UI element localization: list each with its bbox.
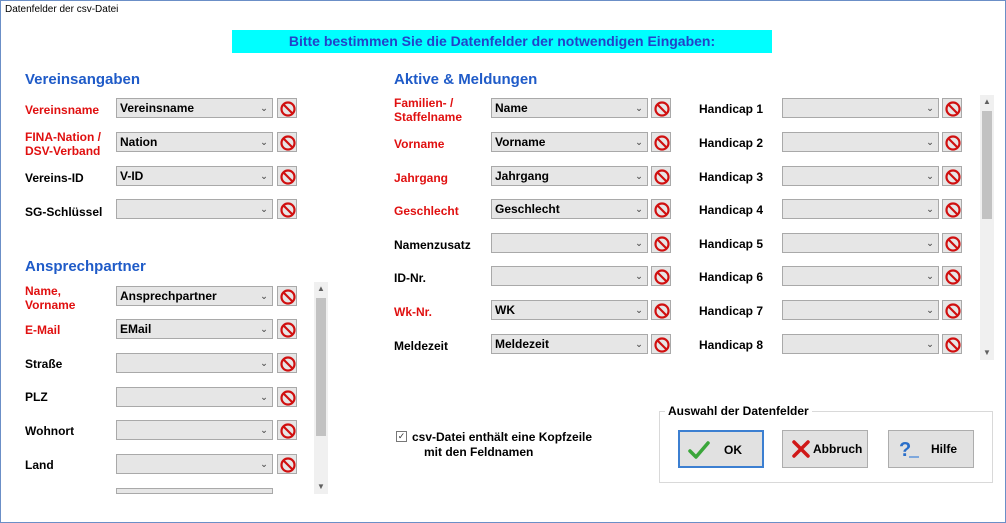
prohibit-icon <box>654 202 670 218</box>
combo-partial[interactable] <box>116 488 273 494</box>
combo-vereins-id[interactable] <box>116 166 273 186</box>
chevron-down-icon: ⌄ <box>260 103 268 113</box>
combo-value: Meldezeit <box>495 337 550 351</box>
label-land: Land <box>25 458 54 472</box>
prohibit-icon <box>280 390 296 406</box>
combo-handicap-1[interactable] <box>782 98 939 118</box>
combo-sg-schluessel[interactable] <box>116 199 273 219</box>
prohibit-icon <box>654 337 670 353</box>
kopfzeile-label-line1: csv-Datei enthält eine Kopfzeile <box>412 430 593 444</box>
auswahl-groupbox-title: Auswahl der Datenfelder <box>665 404 812 418</box>
abbruch-button[interactable] <box>782 430 868 468</box>
chevron-down-icon: ⌄ <box>635 137 643 147</box>
label-meldezeit: Meldezeit <box>394 339 449 353</box>
section-title-vereinsangaben: Vereinsangaben <box>25 71 141 88</box>
combo-wk-nr[interactable] <box>491 300 648 320</box>
prohibit-icon <box>280 289 296 305</box>
prohibit-icon <box>280 457 296 473</box>
label-strasse: Straße <box>25 357 63 371</box>
chevron-down-icon: ⌄ <box>260 137 268 147</box>
label-wk-nr: Wk-Nr. <box>394 305 433 319</box>
clear-id-nr-button[interactable] <box>651 266 671 286</box>
chevron-down-icon: ⌄ <box>635 339 643 349</box>
combo-ansprechpartner[interactable] <box>116 286 273 306</box>
scroll-down-icon[interactable]: ▼ <box>983 348 991 357</box>
chevron-down-icon: ⌄ <box>635 271 643 281</box>
clear-handicap-1-button[interactable] <box>942 98 962 118</box>
combo-nation[interactable] <box>116 132 273 152</box>
combo-handicap-2[interactable] <box>782 132 939 152</box>
chevron-down-icon: ⌄ <box>635 305 643 315</box>
chevron-down-icon: ⌄ <box>926 271 934 281</box>
label-geschlecht: Geschlecht <box>394 204 459 218</box>
combo-meldezeit[interactable] <box>491 334 648 354</box>
clear-handicap-3-button[interactable] <box>942 166 962 186</box>
clear-vorname-button[interactable] <box>651 132 671 152</box>
prohibit-icon <box>280 169 296 185</box>
combo-geschlecht[interactable] <box>491 199 648 219</box>
chevron-down-icon: ⌄ <box>926 171 934 181</box>
chevron-down-icon: ⌄ <box>926 204 934 214</box>
prohibit-icon <box>654 101 670 117</box>
combo-handicap-6[interactable] <box>782 266 939 286</box>
chevron-down-icon: ⌄ <box>635 103 643 113</box>
clear-handicap-5-button[interactable] <box>942 233 962 253</box>
combo-strasse[interactable] <box>116 353 273 373</box>
label-handicap-1: Handicap 1 <box>699 102 764 116</box>
combo-handicap-3[interactable] <box>782 166 939 186</box>
chevron-down-icon: ⌄ <box>635 171 643 181</box>
label-plz: PLZ <box>25 390 48 404</box>
clear-meldezeit-button[interactable] <box>651 334 671 354</box>
cross-icon <box>791 439 811 459</box>
combo-email[interactable] <box>116 319 273 339</box>
combo-value: Vorname <box>495 135 546 149</box>
clear-sg-schluessel-button[interactable] <box>277 199 297 219</box>
label-handicap-3: Handicap 3 <box>699 170 764 184</box>
prohibit-icon <box>945 236 961 252</box>
label-email: E-Mail <box>25 323 61 337</box>
combo-vereinsname[interactable] <box>116 98 273 118</box>
chevron-down-icon: ⌄ <box>260 425 268 435</box>
label-id-nr: ID-Nr. <box>394 271 427 285</box>
label-vorname: Vorname <box>394 137 445 151</box>
prohibit-icon <box>654 303 670 319</box>
chevron-down-icon: ⌄ <box>260 324 268 334</box>
clear-wk-nr-button[interactable] <box>651 300 671 320</box>
chevron-down-icon: ⌄ <box>926 305 934 315</box>
prohibit-icon <box>280 322 296 338</box>
combo-value: EMail <box>120 322 152 336</box>
prohibit-icon <box>945 269 961 285</box>
clear-strasse-button[interactable] <box>277 353 297 373</box>
chevron-down-icon: ⌄ <box>260 171 268 181</box>
label-jahrgang: Jahrgang <box>394 171 449 185</box>
instruction-banner: Bitte bestimmen Sie die Datenfelder der notwendigen Eingaben: <box>232 30 772 53</box>
combo-handicap-7[interactable] <box>782 300 939 320</box>
svg-text:?: ? <box>899 439 912 461</box>
combo-handicap-5[interactable] <box>782 233 939 253</box>
clear-jahrgang-button[interactable] <box>651 166 671 186</box>
clear-handicap-2-button[interactable] <box>942 132 962 152</box>
prohibit-icon <box>280 423 296 439</box>
label-handicap-5: Handicap 5 <box>699 237 764 251</box>
kopfzeile-label <box>412 430 592 460</box>
label-vereins-id: Vereins-ID <box>25 171 84 185</box>
prohibit-icon <box>945 169 961 185</box>
combo-namenzusatz[interactable] <box>491 233 648 253</box>
prohibit-icon <box>654 169 670 185</box>
combo-wohnort[interactable] <box>116 420 273 440</box>
label-handicap-2: Handicap 2 <box>699 136 764 150</box>
checkmark-icon <box>688 440 710 460</box>
label-handicap-8: Handicap 8 <box>699 338 764 352</box>
combo-value: Nation <box>120 135 158 149</box>
chevron-down-icon: ⌄ <box>635 238 643 248</box>
prohibit-icon <box>280 356 296 372</box>
prohibit-icon <box>654 236 670 252</box>
clear-wohnort-button[interactable] <box>277 420 297 440</box>
label-sg-schluessel: SG-Schlüssel <box>25 205 103 219</box>
label-name-line2: Vorname <box>25 298 76 312</box>
combo-value: Jahrgang <box>495 169 550 183</box>
combo-handicap-8[interactable] <box>782 334 939 354</box>
chevron-down-icon: ⌄ <box>926 238 934 248</box>
combo-jahrgang[interactable] <box>491 166 648 186</box>
combo-plz[interactable] <box>116 387 273 407</box>
help-question-icon <box>897 439 921 461</box>
combo-value: Ansprechpartner <box>120 289 217 303</box>
combo-value: Name <box>495 101 528 115</box>
combo-id-nr[interactable] <box>491 266 648 286</box>
prohibit-icon <box>280 202 296 218</box>
prohibit-icon <box>945 101 961 117</box>
hilfe-button-label: Hilfe <box>931 442 958 456</box>
window-title: Datenfelder der csv-Datei <box>5 4 119 15</box>
clear-plz-button[interactable] <box>277 387 297 407</box>
clear-handicap-7-button[interactable] <box>942 300 962 320</box>
label-nation-line1: FINA-Nation / <box>25 130 101 144</box>
chevron-down-icon: ⌄ <box>260 204 268 214</box>
label-namenzusatz: Namenzusatz <box>394 238 471 252</box>
prohibit-icon <box>945 303 961 319</box>
label-vereinsname: Vereinsname <box>25 103 100 117</box>
clear-land-button[interactable] <box>277 454 297 474</box>
scroll-down-icon[interactable]: ▼ <box>317 482 325 491</box>
combo-value: Geschlecht <box>495 202 560 216</box>
combo-value: WK <box>495 303 515 317</box>
chevron-down-icon: ⌄ <box>926 339 934 349</box>
label-familienname-line2: Staffelname <box>394 110 463 124</box>
prohibit-icon <box>945 337 961 353</box>
abbruch-button-label: Abbruch <box>813 442 863 456</box>
combo-value: Vereinsname <box>120 101 195 115</box>
combo-land[interactable] <box>116 454 273 474</box>
clear-handicap-6-button[interactable] <box>942 266 962 286</box>
clear-handicap-8-button[interactable] <box>942 334 962 354</box>
label-familienname-line1: Familien- / <box>394 96 454 110</box>
prohibit-icon <box>654 269 670 285</box>
label-handicap-7: Handicap 7 <box>699 304 764 318</box>
clear-namenzusatz-button[interactable] <box>651 233 671 253</box>
combo-value: V-ID <box>120 169 144 183</box>
scroll-up-icon[interactable]: ▲ <box>317 284 325 293</box>
clear-vereinsname-button[interactable] <box>277 98 297 118</box>
label-nation-line2: DSV-Verband <box>25 144 101 158</box>
combo-vorname[interactable] <box>491 132 648 152</box>
scrollbar-thumb[interactable] <box>316 298 326 436</box>
label-handicap-6: Handicap 6 <box>699 270 764 284</box>
scrollbar-thumb[interactable] <box>982 111 992 219</box>
label-handicap-4: Handicap 4 <box>699 203 764 217</box>
section-title-ansprechpartner: Ansprechpartner <box>25 258 146 275</box>
kopfzeile-checkbox[interactable]: ✓ <box>397 431 406 441</box>
clear-ansprechpartner-button[interactable] <box>277 286 297 306</box>
prohibit-icon <box>280 101 296 117</box>
label-wohnort: Wohnort <box>25 424 75 438</box>
prohibit-icon <box>945 202 961 218</box>
clear-familienname-button[interactable] <box>651 98 671 118</box>
ansprechpartner-scrollbar[interactable] <box>314 282 328 494</box>
prohibit-icon <box>654 135 670 151</box>
handicap-scrollbar[interactable] <box>980 95 994 360</box>
hilfe-button[interactable] <box>888 430 974 468</box>
ok-button-label: OK <box>724 443 742 457</box>
chevron-down-icon: ⌄ <box>260 358 268 368</box>
combo-handicap-4[interactable] <box>782 199 939 219</box>
clear-email-button[interactable] <box>277 319 297 339</box>
section-title-aktive: Aktive & Meldungen <box>394 71 538 88</box>
prohibit-icon <box>280 135 296 151</box>
clear-nation-button[interactable] <box>277 132 297 152</box>
clear-vereins-id-button[interactable] <box>277 166 297 186</box>
chevron-down-icon: ⌄ <box>926 137 934 147</box>
chevron-down-icon: ⌄ <box>926 103 934 113</box>
chevron-down-icon: ⌄ <box>635 204 643 214</box>
clear-geschlecht-button[interactable] <box>651 199 671 219</box>
ok-button[interactable] <box>678 430 764 468</box>
label-name-line1: Name, <box>25 284 62 298</box>
kopfzeile-label-line2: mit den Feldnamen <box>424 445 534 459</box>
chevron-down-icon: ⌄ <box>260 459 268 469</box>
chevron-down-icon: ⌄ <box>260 392 268 402</box>
prohibit-icon <box>945 135 961 151</box>
scroll-up-icon[interactable]: ▲ <box>983 97 991 106</box>
clear-handicap-4-button[interactable] <box>942 199 962 219</box>
combo-familienname[interactable] <box>491 98 648 118</box>
chevron-down-icon: ⌄ <box>260 291 268 301</box>
